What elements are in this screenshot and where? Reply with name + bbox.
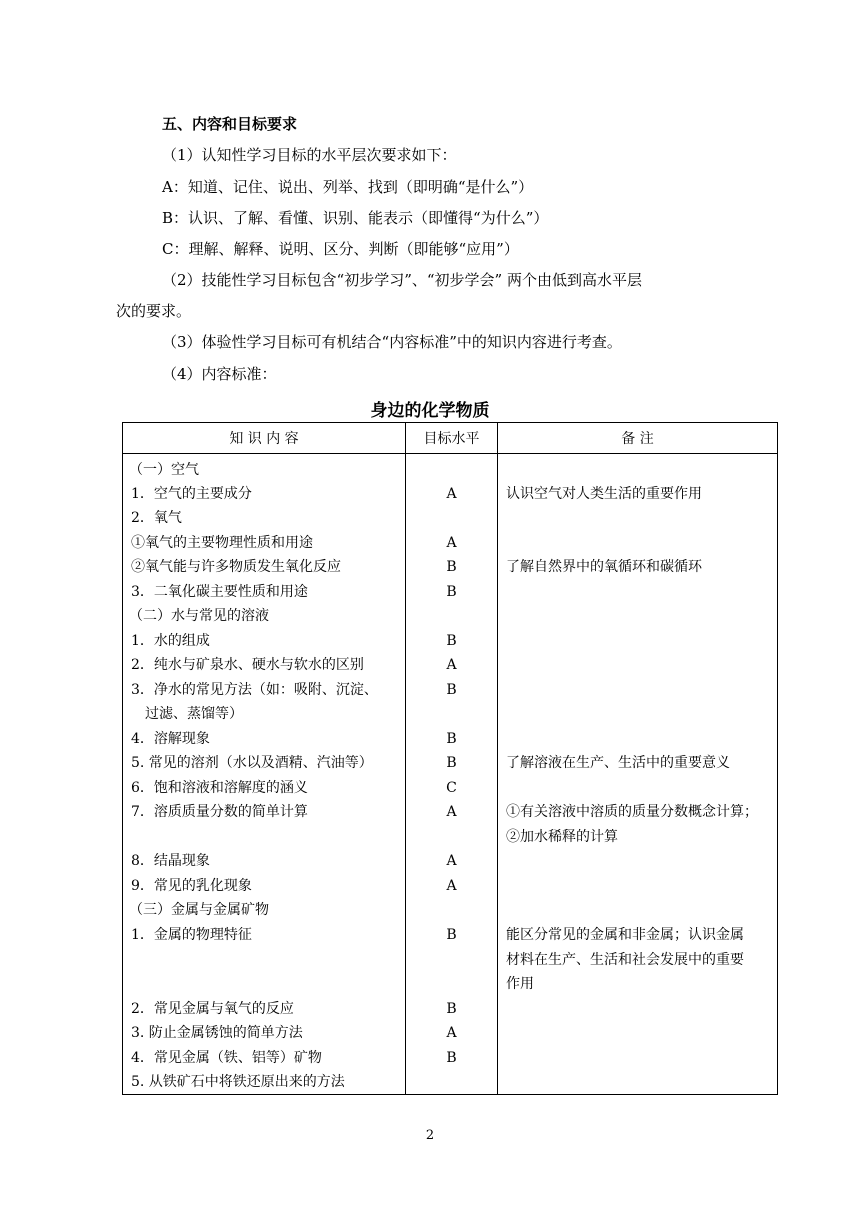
page-number: 2 (425, 1128, 435, 1143)
content-line: 6．饱和溶液和溶解度的涵义 (131, 780, 308, 796)
remark-line: 材料在生产、生活和社会发展中的重要 (506, 952, 744, 968)
paragraph-skill-goals: （2）技能性学习目标包含“初步学习”、“初步学会” 两个由低到高水平层 (162, 271, 642, 289)
level-value: A (446, 878, 457, 894)
level-value: A (446, 804, 457, 820)
content-line: （三）金属与金属矿物 (129, 902, 269, 918)
paragraph-cognitive-levels: （1）认知性学习目标的水平层次要求如下： (162, 146, 457, 164)
section-heading: 五、内容和目标要求 (162, 115, 298, 133)
remark-line: 作用 (506, 976, 534, 992)
content-line: 8．结晶现象 (131, 853, 210, 869)
header-target-level: 目标水平 (406, 423, 498, 454)
content-line: （二）水与常见的溶液 (129, 608, 269, 624)
content-line: 2．氧气 (131, 510, 182, 526)
content-line: 7．溶质质量分数的简单计算 (131, 804, 308, 820)
remark-line: 认识空气对人类生活的重要作用 (506, 486, 702, 502)
level-value: B (446, 584, 457, 600)
level-value: A (446, 535, 457, 551)
paragraph-level-b: B：认识、了解、看懂、识别、能表示（即懂得“为什么”） (162, 209, 549, 227)
target-level-cell (406, 454, 498, 1095)
table-header-row (123, 423, 778, 454)
level-value: B (446, 633, 457, 649)
paragraph-level-c: C：理解、解释、说明、区分、判断（即能够“应用”） (162, 240, 519, 258)
content-line: 4．常见金属（铁、铝等）矿物 (131, 1050, 322, 1066)
content-line: 1．空气的主要成分 (131, 486, 252, 502)
content-line: 过滤、蒸馏等） (145, 706, 243, 722)
level-value: B (446, 755, 457, 771)
content-line: 5. 从铁矿石中将铁还原出来的方法 (131, 1074, 345, 1090)
level-value: A (446, 1025, 457, 1041)
content-line: （一）空气 (129, 462, 199, 478)
remark-line: 了解溶液在生产、生活中的重要意义 (506, 755, 730, 771)
header-remarks: 备 注 (498, 423, 778, 454)
content-line: 3．二氧化碳主要性质和用途 (131, 584, 308, 600)
level-value: B (446, 927, 457, 943)
remarks-cell (498, 454, 778, 1095)
paragraph-skill-goals-cont: 次的要求。 (116, 302, 192, 320)
table-body-row (123, 454, 778, 1095)
level-value: B (446, 731, 457, 747)
remark-line: ①有关溶液中溶质的质量分数概念计算； (506, 804, 758, 820)
remark-line: 能区分常见的金属和非金属；认识金属 (506, 927, 744, 943)
content-line: 3．净水的常见方法（如：吸附、沉淀、 (131, 682, 378, 698)
level-value: A (446, 657, 457, 673)
level-value: B (446, 559, 457, 575)
content-line: ①氧气的主要物理性质和用途 (131, 535, 313, 551)
level-value: B (446, 1001, 457, 1017)
content-line: 1．金属的物理特征 (131, 927, 252, 943)
content-line: 2．常见金属与氧气的反应 (131, 1001, 294, 1017)
header-knowledge-content: 知 识 内 容 (123, 423, 406, 454)
table-title: 身边的化学物质 (370, 401, 490, 421)
content-standard-table (122, 422, 778, 1095)
level-value: A (446, 853, 457, 869)
content-line: 2．纯水与矿泉水、硬水与软水的区别 (131, 657, 364, 673)
content-line: 3. 防止金属锈蚀的简单方法 (131, 1025, 303, 1041)
content-line: 4．溶解现象 (131, 731, 210, 747)
remark-line: ②加水稀释的计算 (506, 829, 618, 845)
content-line: 9．常见的乳化现象 (131, 878, 252, 894)
content-line: 1．水的组成 (131, 633, 210, 649)
paragraph-content-standard: （4）内容标准： (162, 365, 277, 383)
paragraph-level-a: A：知道、记住、说出、列举、找到（即明确“是什么”） (162, 178, 534, 196)
content-line: 5. 常见的溶剂（水以及酒精、汽油等） (131, 755, 373, 771)
level-value: A (446, 486, 457, 502)
remark-line: 了解自然界中的氧循环和碳循环 (506, 559, 702, 575)
level-value: B (446, 1050, 457, 1066)
paragraph-experience-goals: （3）体验性学习目标可有机结合“内容标准”中的知识内容进行考查。 (162, 333, 622, 351)
level-value: C (446, 780, 457, 796)
content-line: ②氧气能与许多物质发生氧化反应 (131, 559, 341, 575)
level-value: B (446, 682, 457, 698)
knowledge-content-cell (123, 454, 406, 1095)
